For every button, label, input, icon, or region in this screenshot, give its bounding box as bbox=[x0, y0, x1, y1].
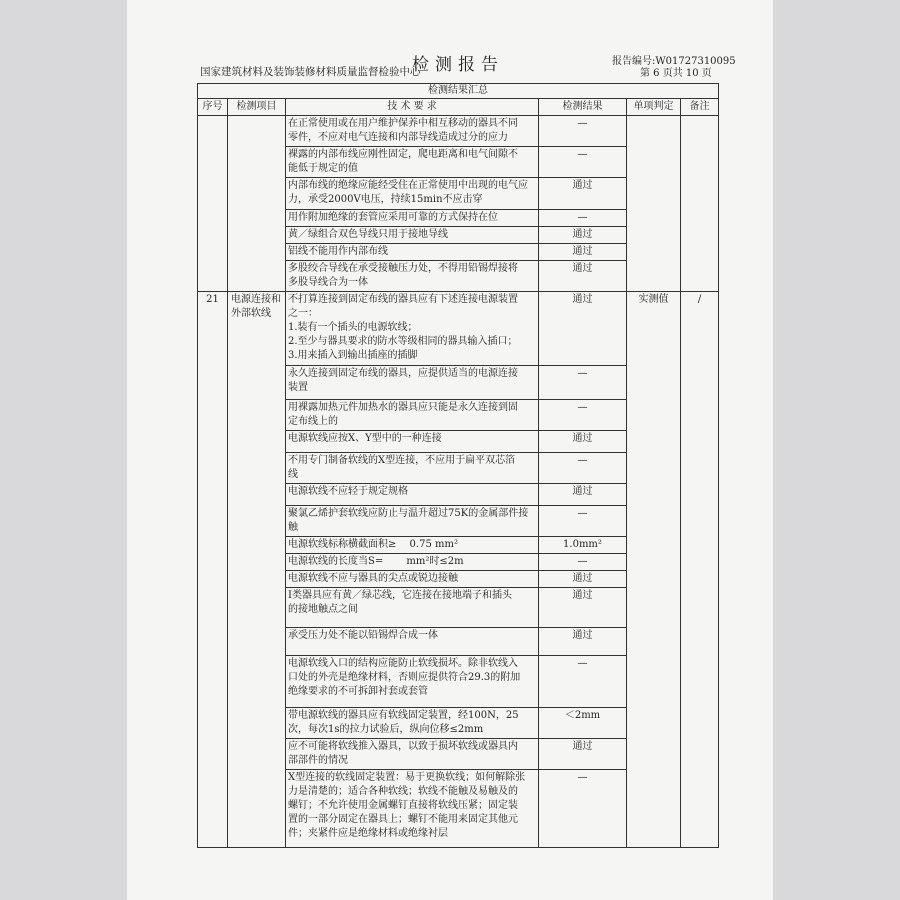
result-cell: 通过 bbox=[539, 571, 627, 588]
requirement-cell: 承受压力处不能以铅锡焊合成一体 bbox=[286, 628, 539, 656]
org-name: 国家建筑材料及装饰装修材料质量监督检验中心 bbox=[200, 66, 421, 78]
result-cell: — bbox=[539, 453, 627, 484]
requirement-cell: 电源软线标称横截面积≥ 0.75 mm² bbox=[286, 537, 539, 554]
result-cell: 通过 bbox=[539, 244, 627, 261]
cont-remark-cell bbox=[681, 116, 719, 292]
requirement-cell: 带电源软线的器具应有软线固定装置，经100N，25 次，每次1s的拉力试验后，纵向位移≤2mm bbox=[286, 708, 539, 739]
col-header-judgment: 单项判定 bbox=[627, 99, 681, 116]
summary-row bbox=[198, 84, 719, 99]
result-cell: 通过 bbox=[539, 739, 627, 770]
table-row bbox=[198, 116, 719, 147]
result-cell: — bbox=[539, 210, 627, 227]
col-header-item: 检测项目 bbox=[228, 99, 286, 116]
requirement-cell: 多股绞合导线在承受接触压力处，不得用铅锡焊接将 多股导线合为一体 bbox=[286, 261, 539, 292]
result-cell: 通过 bbox=[539, 628, 627, 656]
result-cell: 通过 bbox=[539, 292, 627, 366]
requirement-cell: 电源软线入口的结构应能防止软线损坏。除非软线入 口处的外壳是绝缘材料，否则应提供符合29.3的附加 绝缘要求的不可拆卸衬套或套管 bbox=[286, 656, 539, 708]
requirement-cell: 聚氯乙烯护套软线应防止与温升超过75K的金属部件接 触 bbox=[286, 506, 539, 537]
col-header-requirement: 技 术 要 求 bbox=[286, 99, 539, 116]
result-cell: — bbox=[539, 366, 627, 400]
requirement-cell: 用裸露加热元件加热水的器具应只能是永久连接到固 定布线上的 bbox=[286, 400, 539, 431]
result-cell: 通过 bbox=[539, 261, 627, 292]
result-cell: 通过 bbox=[539, 227, 627, 244]
report-number: 报告编号:W01727310095 bbox=[612, 56, 736, 67]
result-cell: 通过 bbox=[539, 484, 627, 506]
result-cell: — bbox=[539, 506, 627, 537]
report-title: 检测报告 bbox=[412, 55, 504, 75]
results-table bbox=[197, 83, 719, 848]
summary-title: 检测结果汇总 bbox=[198, 84, 719, 99]
result-cell: — bbox=[539, 554, 627, 571]
requirement-cell: 铝线不能用作内部布线 bbox=[286, 244, 539, 261]
cont-item-cell bbox=[228, 116, 286, 292]
requirement-cell: 黄／绿组合双色导线只用于接地导线 bbox=[286, 227, 539, 244]
requirement-cell: 应不可能将软线推入器具，以致于损坏软线或器具内 部部件的情况 bbox=[286, 739, 539, 770]
col-header-result: 检测结果 bbox=[539, 99, 627, 116]
requirement-cell: 用作附加绝缘的套管应采用可靠的方式保持在位 bbox=[286, 210, 539, 227]
cont-judgment-cell bbox=[627, 116, 681, 292]
item-judgment: 实测值 bbox=[627, 292, 681, 848]
result-cell: ＜2mm bbox=[539, 708, 627, 739]
requirement-cell: 永久连接到固定布线的器具，应提供适当的电源连接 装置 bbox=[286, 366, 539, 400]
result-cell: — bbox=[539, 116, 627, 147]
result-cell: — bbox=[539, 656, 627, 708]
requirement-cell: Ⅰ类器具应有黄／绿芯线，它连接在接地端子和插头 的接地触点之间 bbox=[286, 588, 539, 628]
item-name: 电源连接和外部软线 bbox=[228, 292, 286, 848]
requirement-cell: 电源软线不应与器具的尖点或锐边接触 bbox=[286, 571, 539, 588]
requirement-cell: 内部布线的绝缘应能经受住在正常使用中出现的电气应 力，承受2000V电压，持续15min不应击穿 bbox=[286, 178, 539, 210]
item-remark: / bbox=[681, 292, 719, 848]
result-cell: 1.0mm² bbox=[539, 537, 627, 554]
header-row bbox=[198, 99, 719, 116]
requirement-cell: 电源软线应按X、Y型中的一种连接 bbox=[286, 431, 539, 453]
result-cell: — bbox=[539, 400, 627, 431]
requirement-cell: 在正常使用或在用户维护保养中相互移动的器具不同 零件，不应对电气连接和内部导线造成过分的应力 bbox=[286, 116, 539, 147]
requirement-cell: 不用专门制备软线的X型连接，不应用于扁平双芯箔 线 bbox=[286, 453, 539, 484]
result-cell: 通过 bbox=[539, 178, 627, 210]
table-row bbox=[198, 292, 719, 366]
page-indicator: 第 6 页共 10 页 bbox=[640, 68, 712, 79]
requirement-cell: 裸露的内部布线应刚性固定，爬电距离和电气间隙不 能低于规定的值 bbox=[286, 147, 539, 178]
col-header-remark: 备注 bbox=[681, 99, 719, 116]
result-cell: 通过 bbox=[539, 588, 627, 628]
requirement-cell: 电源软线的长度当S= mm²时≤2m bbox=[286, 554, 539, 571]
result-cell: 通过 bbox=[539, 431, 627, 453]
result-cell: — bbox=[539, 147, 627, 178]
result-cell: — bbox=[539, 770, 627, 848]
requirement-cell: 电源软线不应轻于规定规格 bbox=[286, 484, 539, 506]
requirement-cell: X型连接的软线固定装置：易于更换软线；如何解除张 力是清楚的；适合各种软线；软线不能触及易触及的 螺钉；不允许使用金属螺钉直接将软线压紧；固定装 置的一部分固定在器具上；螺钉不能用来固定其他元 件；夹紧件应是绝缘材料或绝缘衬层 bbox=[286, 770, 539, 848]
cont-no-cell bbox=[198, 116, 228, 292]
requirement-cell: 不打算连接到固定布线的器具应有下述连接电源装置 之一： 1.装有一个插头的电源软线； 2.至少与器具要求的防水等级相同的器具输入插口； 3.用来插入到输出插座的插脚 bbox=[286, 292, 539, 366]
col-header-no: 序号 bbox=[198, 99, 228, 116]
item-no: 21 bbox=[198, 292, 228, 848]
